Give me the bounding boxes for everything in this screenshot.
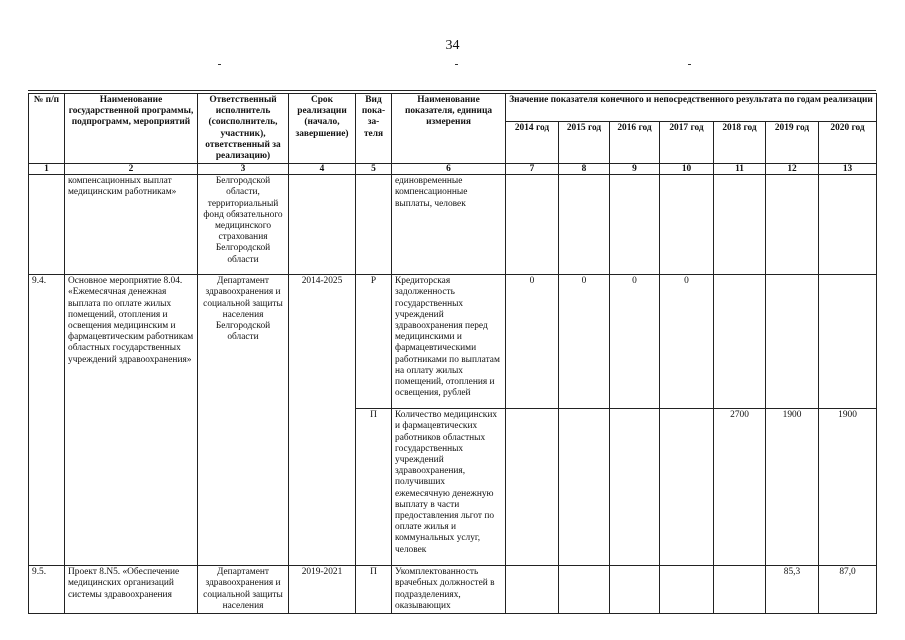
cell-value: 0 — [506, 275, 559, 409]
cell-value — [559, 175, 610, 275]
cell-indicator: единовременные компенсационные выплаты, человек — [392, 175, 506, 275]
header-year: 2018 год — [714, 121, 766, 164]
cell-value — [819, 175, 877, 275]
cell-value: 87,0 — [819, 566, 877, 614]
cell-value: 1900 — [819, 409, 877, 566]
cell-value: 0 — [610, 275, 660, 409]
column-number: 5 — [356, 164, 392, 175]
table-row — [29, 566, 877, 614]
cell-value: 0 — [660, 275, 714, 409]
cell-value — [559, 409, 610, 566]
cell-value — [819, 275, 877, 409]
column-numbers-row — [29, 164, 877, 175]
cell-name: Основное мероприятие 8.04. «Ежемесячная денежная выплата по оплате жилых помещений, отопления и освещения медицинским и фармацевтическим работникам областных государственных учреждений здравоохранения» — [65, 275, 198, 566]
column-number: 6 — [392, 164, 506, 175]
header-row-1 — [29, 94, 877, 122]
column-number: 10 — [660, 164, 714, 175]
cell-indicator: Кредиторская задолженность государственных учреждений здравоохранения перед медицинскими и фармацевтическими работниками по выплатам на оплату жилых помещений, отопления и освещения, рублей — [392, 275, 506, 409]
cell-value — [660, 409, 714, 566]
column-number: 9 — [610, 164, 660, 175]
column-number: 12 — [766, 164, 819, 175]
scan-speck — [688, 64, 691, 65]
cell-value — [714, 275, 766, 409]
header-year: 2017 год — [660, 121, 714, 164]
program-table — [28, 93, 877, 614]
cell-value — [506, 409, 559, 566]
cell-value — [559, 566, 610, 614]
column-number: 13 — [819, 164, 877, 175]
table-row — [29, 275, 877, 409]
cell-executor: Белгородской области, территориальный фонд обязательного медицинского страхования Белгородской области — [198, 175, 289, 275]
cell-value — [610, 566, 660, 614]
column-number: 4 — [289, 164, 356, 175]
header-kind: Вид пока-за-теля — [356, 94, 392, 164]
column-number: 1 — [29, 164, 65, 175]
cell-value — [660, 566, 714, 614]
cell-executor: Департамент здравоохранения и социальной защиты населения Белгородской области — [198, 275, 289, 566]
cell-value: 2700 — [714, 409, 766, 566]
header-year: 2015 год — [559, 121, 610, 164]
cell-value — [766, 175, 819, 275]
cell-term: 2014-2025 — [289, 275, 356, 566]
cell-value: 0 — [559, 275, 610, 409]
page-number: 34 — [445, 38, 460, 53]
header-indicator: Наименование показателя, единица измерения — [392, 94, 506, 164]
cell-value — [610, 409, 660, 566]
cell-no: 9.4. — [29, 275, 65, 566]
column-number: 11 — [714, 164, 766, 175]
header-year: 2014 год — [506, 121, 559, 164]
top-rule — [28, 90, 876, 91]
header-name: Наименование государственной программы, подпрограмм, мероприятий — [65, 94, 198, 164]
header-year: 2016 год — [610, 121, 660, 164]
cell-value — [714, 175, 766, 275]
header-executor: Ответственный исполнитель (соисполнитель, участник), ответственный за реализацию) — [198, 94, 289, 164]
cell-value: 85,3 — [766, 566, 819, 614]
scan-speck — [455, 64, 458, 65]
cell-value — [610, 175, 660, 275]
cell-term — [289, 175, 356, 275]
header-year: 2020 год — [819, 121, 877, 164]
cell-value — [714, 566, 766, 614]
header-no: № п/п — [29, 94, 65, 164]
column-number: 3 — [198, 164, 289, 175]
cell-term: 2019-2021 — [289, 566, 356, 614]
header-year: 2019 год — [766, 121, 819, 164]
cell-no: 9.5. — [29, 566, 65, 614]
cell-kind: Р — [356, 275, 392, 409]
table-row — [29, 175, 877, 275]
cell-value: 1900 — [766, 409, 819, 566]
cell-kind: П — [356, 409, 392, 566]
cell-value — [660, 175, 714, 275]
column-number: 7 — [506, 164, 559, 175]
cell-kind — [356, 175, 392, 275]
cell-kind: П — [356, 566, 392, 614]
cell-value — [506, 566, 559, 614]
cell-indicator: Укомплектованность врачебных должностей в подразделениях, оказывающих — [392, 566, 506, 614]
cell-indicator: Количество медицинских и фармацевтических работников областных государственных учреждений здравоохранения, получивших ежемесячную денежную выплату в части предоставления льгот по оплате жилья и коммунальных услуг, человек — [392, 409, 506, 566]
cell-name: Проект 8.N5. «Обеспечение медицинских организаций системы здравоохранения — [65, 566, 198, 614]
cell-no — [29, 175, 65, 275]
scan-speck — [218, 64, 221, 65]
cell-name: компенсационных выплат медицинским работникам» — [65, 175, 198, 275]
cell-value — [506, 175, 559, 275]
cell-value — [766, 275, 819, 409]
column-number: 8 — [559, 164, 610, 175]
cell-executor: Департамент здравоохранения и социальной защиты населения — [198, 566, 289, 614]
header-values-group: Значение показателя конечного и непосредственного результата по годам реализации — [506, 94, 877, 122]
column-number: 2 — [65, 164, 198, 175]
header-term: Срок реализации (начало, завершение) — [289, 94, 356, 164]
